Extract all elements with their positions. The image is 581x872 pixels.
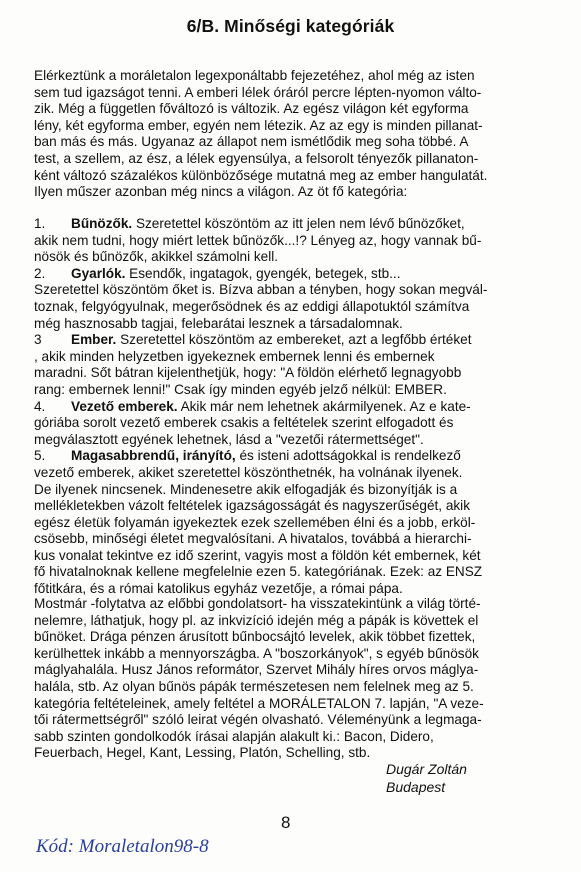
- closing-line: bűnöket. Drága pénzen árusított bűnbocsájtó levelek, akik többet fizettek,: [34, 629, 476, 645]
- category-term: Magasabbrendű, irányító,: [71, 448, 236, 464]
- category-number: 2.: [34, 265, 46, 281]
- closing-line: kerülhettek inkább a mennyországba. A "boszorkányok", s egyéb bűnösök: [34, 645, 479, 661]
- category-line: még hasznosabb tagjai, felebarátai lesznek a társadalomnak.: [34, 315, 403, 331]
- category-list: [34, 216, 554, 598]
- category-item: [34, 266, 554, 332]
- closing-paragraph: [34, 596, 554, 762]
- closing-line: tői rátermettségről" szóló leirat végén olvasható. Véleményünk a legmaga-: [34, 712, 482, 728]
- intro-line: ként változó százalékos különbözősége mutatná meg az ember hangulatát.: [34, 167, 488, 183]
- category-line: rang: embernek lenni!" Csak így minden egyéb jelző nélkül: EMBER.: [34, 381, 447, 397]
- closing-line: máglyahalála. Husz János reformátor, Szervet Mihály híres orvos máglya-: [34, 662, 479, 678]
- category-first-line: [34, 266, 554, 283]
- intro-line: zik. Még a független főváltozó is változik. Az egész világon két egyforma: [34, 101, 469, 117]
- category-first-line: [34, 399, 554, 416]
- category-line: fő hivatalnoknak kellene megfelelnie ezen 5. kategóriának. Ezek: az ENSZ: [34, 564, 483, 580]
- category-term: Vezető emberek.: [71, 398, 178, 414]
- category-line: Szeretettel köszöntöm őket is. Bízva abban a tényben, hogy sokan megvál-: [34, 282, 488, 298]
- intro-paragraph: [34, 68, 554, 201]
- intro-line: Elérkeztünk a moráletalon legexponáltabb fejezetéhez, ahol még az isten: [34, 68, 475, 83]
- intro-line: lény, két egyforma ember, egyén nem létezik. Az az egy is minden pillanat-: [34, 117, 483, 133]
- category-number: 1.: [34, 216, 46, 231]
- category-line: csösebb, minőségi életet megvalósítani. A hivatalos, továbbá a hierarchi-: [34, 531, 472, 547]
- category-line: nösök és bűnözők, akikkel számolni kell.: [34, 249, 279, 265]
- document-code: Kód: Moraletalon98-8: [36, 836, 209, 857]
- category-item: [34, 332, 554, 398]
- category-term: Bűnözők.: [71, 216, 133, 231]
- category-line: maradni. Sőt bátran kijelenthetjük, hogy: "A földön elérhető legnagyobb: [34, 365, 462, 381]
- signature-name: Dugár Zoltán: [386, 761, 467, 777]
- category-line: kus vonalat tekintve ez idő szerint, vagyis most a földön két embernek, két: [34, 547, 481, 563]
- category-number: 3: [34, 332, 42, 348]
- category-text: Szeretettel köszöntöm az embereket, azt a legfőbb értéket: [116, 332, 472, 348]
- intro-line: sem tud igazságot tenni. A emberi lélek óráról percre lépten-nyomon válto-: [34, 84, 482, 100]
- closing-line: Feuerbach, Hegel, Kant, Lessing, Platón, Schelling, stb.: [34, 745, 371, 761]
- category-line: vezető emberek, akiket szeretettel köszönthetnék, ha volnának ilyenek.: [34, 464, 463, 480]
- category-first-line: [34, 448, 554, 465]
- category-line: góriába sorolt vezető emberek csakis a feltételek szerint elfogadott és: [34, 415, 454, 431]
- category-item: [34, 216, 554, 266]
- signature-place: Budapest: [386, 779, 446, 795]
- category-number: 4.: [34, 398, 46, 414]
- intro-line: ban más és más. Ugyanaz az állapot nem ismétlődik meg soha többé. A: [34, 134, 469, 150]
- category-line: , akik minden helyzetben igyekeznek embernek lenni és embernek: [34, 348, 435, 364]
- category-line: megválasztott egyének lehetnek, lásd a "vezetői rátermettséget".: [34, 431, 424, 447]
- category-term: Gyarlók.: [71, 265, 126, 281]
- category-line: mellékletekben vázolt feltételek igazságosságát és nagyszerűségét, akik: [34, 498, 471, 514]
- category-term: Ember.: [71, 332, 117, 348]
- category-text: Esendők, ingatagok, gyengék, betegek, stb...: [125, 265, 401, 281]
- closing-line: Mostmár -folytatva az előbbi gondolatsort- ha visszatekintünk a világ törté-: [34, 596, 481, 611]
- intro-line: Ilyen műszer azonban még nincs a világon. Az öt fő kategória:: [34, 184, 408, 200]
- category-line: főtitkára, és a római katolikus egyház vezetője, a római pápa.: [34, 581, 403, 597]
- closing-line: kategória feltételeinek, amely feltétel a MORÁLETALON 7. lapján, "A veze-: [34, 695, 484, 711]
- category-text: és isteni adottságokkal is rendelkező: [235, 448, 461, 464]
- category-first-line: [34, 216, 554, 233]
- category-line: De ilyenek nincsenek. Mindenesetre akik elfogadják és bizonyítják is a: [34, 481, 458, 497]
- category-item: [34, 399, 554, 449]
- category-text: Akik már nem lehetnek akármilyenek. Az e kate-: [177, 398, 471, 414]
- page-title: 6/B. Minőségi kategóriák: [186, 16, 395, 36]
- category-line: egész életük folyamán igyekeztek ezek szellemében élni és a jobb, erköl-: [34, 514, 476, 530]
- closing-line: sabb szinten gondolkodók írásai alapján alakult ki.: Bacon, Didero,: [34, 728, 434, 744]
- category-item: [34, 448, 554, 597]
- category-line: akik nem tudni, hogy miért lettek bűnözők...!? Lényeg az, hogy vannak bű-: [34, 232, 482, 248]
- closing-line: nelemre, láthatjuk, hogy pl. az inkvizíció idején még a pápák is követtek el: [34, 612, 479, 628]
- closing-line: halála, stb. Az olyan bűnös pápák természetesen nem felelnek meg az 5.: [34, 678, 474, 694]
- signature: [386, 760, 467, 796]
- category-first-line: [34, 332, 554, 349]
- intro-line: test, a szellem, az ész, a lélek egyensúlya, a felsorolt tényezők pillanaton-: [34, 150, 479, 166]
- category-text: Szeretettel köszöntöm az itt jelen nem lévő bűnözőket,: [132, 216, 465, 231]
- page-number: 8: [281, 813, 291, 832]
- category-number: 5.: [34, 448, 46, 464]
- category-line: toznak, felgyógyulnak, megerősödnek és az eddigi állapotuktól számítva: [34, 298, 470, 314]
